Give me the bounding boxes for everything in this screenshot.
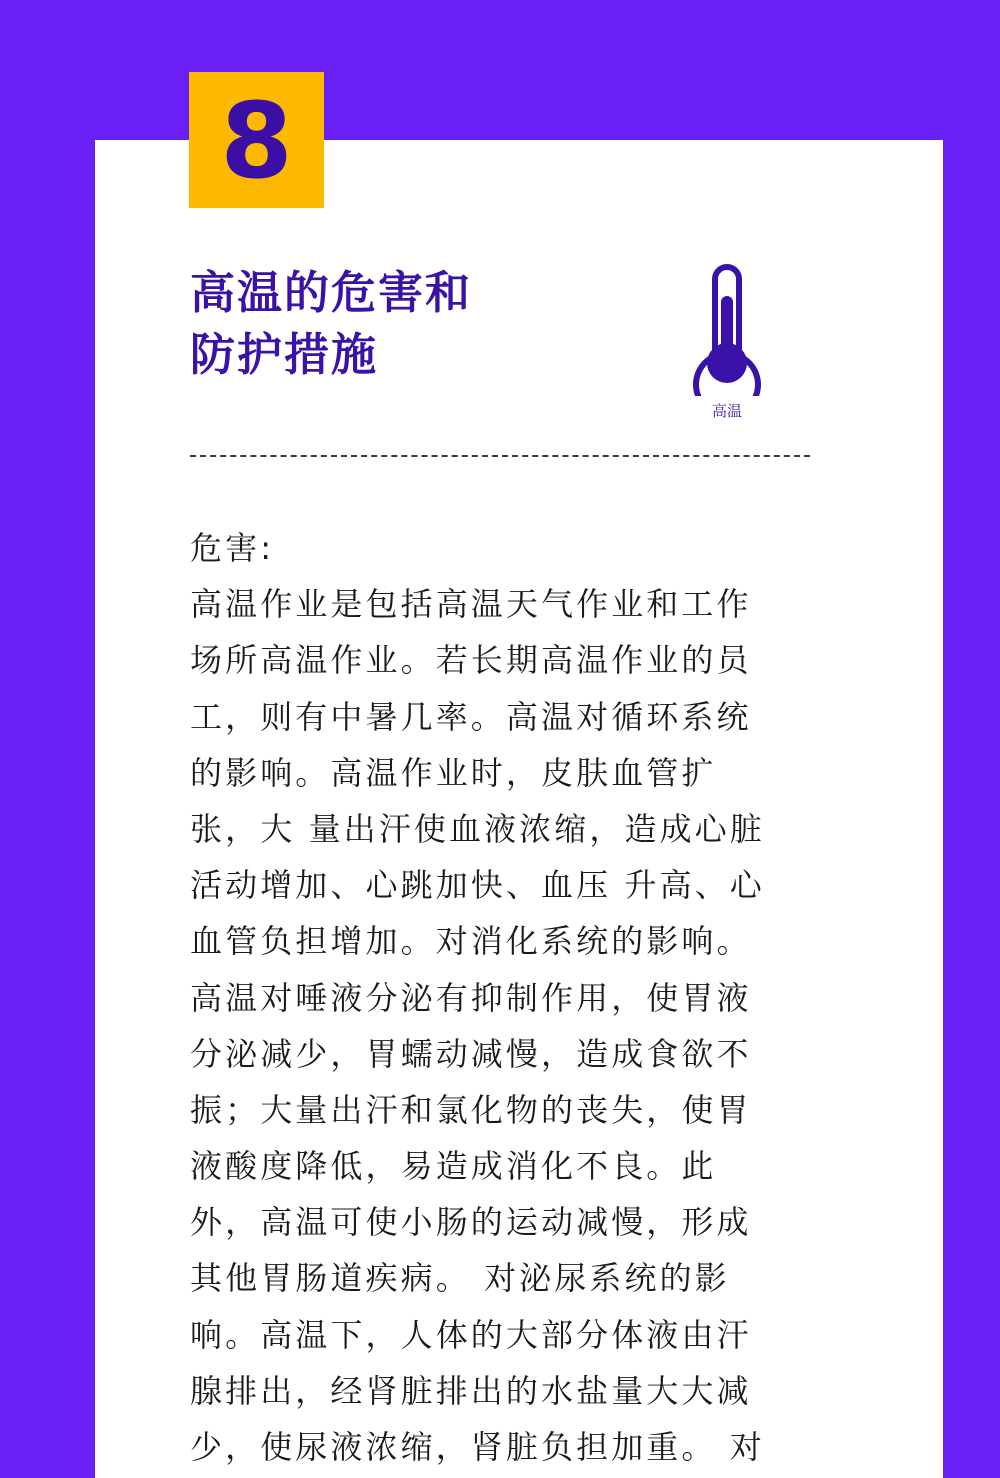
body-text [190,520,812,1475]
hazard-heading: 危害: [190,529,275,567]
section-title-line-1: 高温的危害和 [190,266,473,319]
body-line: 腺排出，经肾脏排出的水盐量大大减 [190,1371,752,1410]
body-line: 的影响。高温作业时，皮肤血管扩 [190,753,717,792]
section-title [190,262,630,386]
body-line: 工，则有中暑几率。高温对循环系统 [190,697,752,736]
dashed-divider [190,455,810,457]
body-line: 张，大 量出汗使血液浓缩，造成心脏 [190,809,765,848]
body-line: 高温对唾液分泌有抑制作用，使胃液 [190,978,752,1017]
section-number: 8 [220,80,293,202]
body-line: 活动增加、心跳加快、血压 升高、心 [190,866,765,905]
body-line: 高温作业是包括高温天气作业和工作 [190,585,752,624]
section-title-line-2: 防护措施 [190,328,379,381]
body-line: 分泌减少，胃蠕动减慢，造成食欲不 [190,1034,752,1073]
body-line: 液酸度降低，易造成消化不良。此 [190,1147,717,1186]
body-line: 响。高温下，人体的大部分体液由汗 [190,1315,752,1354]
thermometer-icon [689,262,765,396]
body-line: 场所高温作业。若长期高温作业的员 [190,641,752,680]
body-line: 血管负担增加。对消化系统的影响。 [190,922,752,961]
thermometer-label: 高温 [711,402,742,420]
body-line: 外，高温可使小肠的运动减慢，形成 [190,1203,752,1242]
body-line: 少，使尿液浓缩，肾脏负担加重。 对 [190,1428,765,1466]
section-number-badge [189,72,324,208]
body-line: 振；大量出汗和氯化物的丧失，使胃 [190,1090,752,1129]
body-line: 其他胃肠道疾病。 对泌尿系统的影 [190,1259,730,1298]
